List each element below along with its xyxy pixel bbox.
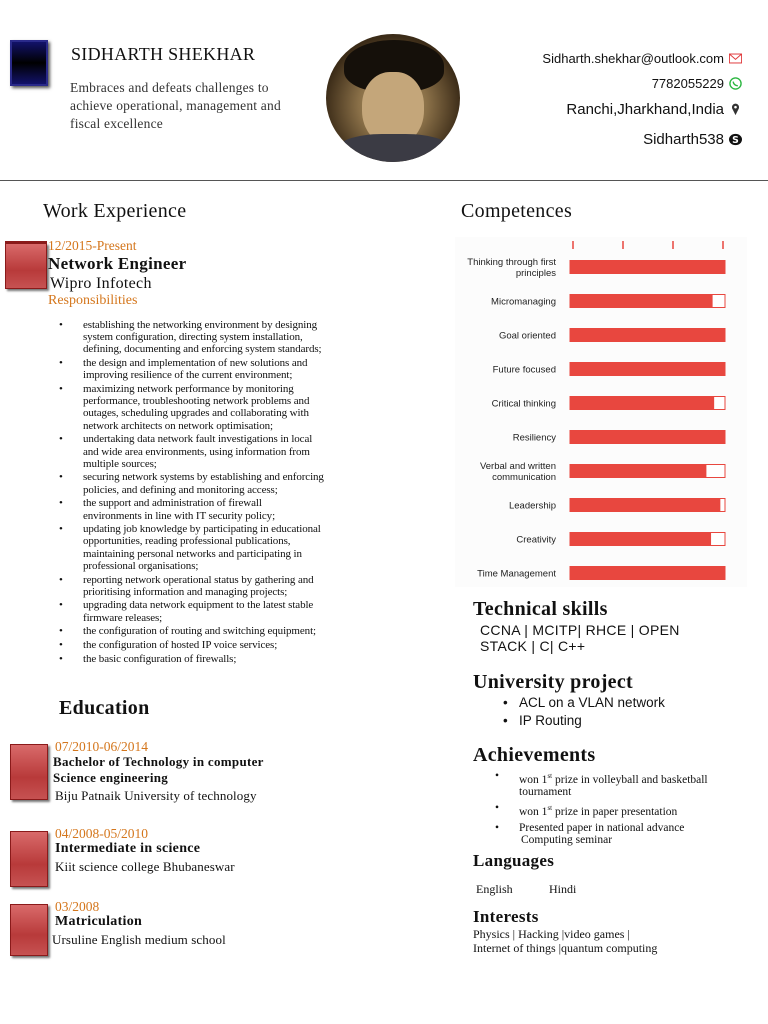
chart-category-label: Future focused (492, 364, 556, 376)
chart-category-label: Resiliency (512, 432, 556, 444)
bullet-line: outages, scheduling upgrades and collaborating with (83, 407, 309, 420)
achievement-text: Computing seminar (521, 833, 613, 846)
technical-skills-heading: Technical skills (473, 598, 608, 620)
achievement-text: won 1 (519, 773, 548, 786)
bullet-line: professional organisations; (83, 559, 199, 572)
chart-category-label: communication (492, 472, 556, 483)
achievement-text: tournament (519, 785, 572, 798)
list-item (59, 319, 399, 356)
achievement-ordinal: st (547, 772, 553, 780)
tagline: Embraces and defeats challenges to achieve operational, management and fiscal excellence (70, 80, 281, 131)
interests-heading: Interests (473, 907, 539, 926)
bullet-line: prioritising information and managing projects; (83, 585, 288, 598)
responsibilities-list (59, 319, 399, 666)
list-item (59, 497, 399, 521)
envelope-icon (729, 52, 742, 65)
bullet-line: • the configuration of hosted IP voice services; (83, 639, 278, 652)
list-item: • IP Routing (473, 712, 665, 730)
chart-bar (570, 363, 725, 376)
list-item (59, 357, 399, 381)
competences-chart-svg (455, 237, 747, 587)
list-item (59, 625, 399, 637)
interests-line: Internet of things |quantum computing (473, 941, 658, 955)
svg-text:S: S (732, 134, 739, 146)
bullet-line: • reporting network operational status by gathering and (83, 573, 314, 586)
job-title: Network Engineer (48, 254, 187, 273)
list-item (59, 653, 399, 665)
education-title: Science engineering (53, 770, 169, 785)
chart-bar (570, 567, 725, 580)
university-project-heading: University project (473, 671, 633, 693)
interests-text (473, 927, 657, 955)
bullet-line: • establishing the networking environment by designing (83, 319, 318, 331)
bullet-line: • maximizing network performance by monitoring (83, 383, 294, 396)
chart-category-label: Thinking through first (467, 257, 556, 268)
contact-phone[interactable] (652, 76, 742, 91)
list-item (59, 639, 399, 651)
achievements-list (473, 770, 763, 850)
achievement-text: prize in volleyball and basketball (552, 773, 708, 786)
contact-location (566, 101, 742, 118)
chart-bar (570, 261, 725, 274)
bullet-line: • the basic configuration of firewalls; (83, 652, 237, 665)
bullet-line: improving resilience of the current environment; (83, 369, 293, 382)
bullet-line: policies, and defining and monitoring access; (83, 483, 278, 496)
bullet-line: environments in line with IT security policy; (83, 509, 276, 522)
education-title: Bachelor of Technology in computer (53, 754, 264, 769)
bullet-line: maintaining personal networks and participating in (83, 547, 302, 560)
bullet-line: • undertaking data network fault investigations in local (83, 433, 313, 446)
timeline-marker-work (5, 243, 47, 289)
technical-skills-line: STACK | C| C++ (480, 638, 586, 654)
chart-category-label: Time Management (477, 568, 556, 580)
achievement-text: Presented paper in national advance (519, 821, 685, 834)
bullet-line: firmware releases; (83, 611, 163, 624)
profile-photo (326, 34, 460, 162)
bullet-line: • the support and administration of firewall (83, 497, 262, 510)
chart-bar (570, 397, 714, 410)
timeline-marker-education (10, 904, 48, 956)
education-school: Kiit science college Bhubaneswar (55, 859, 235, 874)
education-title: Intermediate in science (55, 841, 201, 856)
bullet-line: and wide area environments, using information from (83, 445, 310, 458)
timeline-marker-education (10, 831, 48, 887)
education-heading: Education (59, 697, 150, 719)
language-hindi: Hindi (549, 882, 577, 896)
bullet-line: defining, documenting and enforcing system standards; (83, 343, 322, 356)
bullet-line: performance, troubleshooting network problems and (83, 395, 310, 408)
education-date: 04/2008-05/2010 (55, 826, 148, 841)
skype-icon (729, 133, 742, 146)
achievement-text: won 1 (519, 805, 548, 818)
chart-bar (570, 431, 725, 444)
education-title: Matriculation (55, 914, 143, 929)
chart-bar (570, 329, 725, 342)
list-item (473, 802, 763, 818)
chart-bar (570, 465, 706, 478)
bullet-line: opportunities, reading professional publications, (83, 535, 291, 548)
list-item (59, 383, 399, 432)
email-text[interactable]: Sidharth.shekhar@outlook.com (542, 51, 724, 66)
list-item (59, 471, 399, 495)
education-school: Biju Patnaik University of technology (55, 788, 257, 803)
timeline-marker-education (10, 744, 48, 800)
list-item (59, 433, 399, 470)
achievement-text: prize in paper presentation (552, 805, 678, 818)
languages-heading: Languages (473, 851, 555, 870)
list-item (59, 523, 399, 572)
work-date: 12/2015-Present (48, 238, 137, 253)
interests-line: Physics | Hacking |video games | (473, 927, 630, 941)
list-item (473, 770, 763, 798)
bullet-line: network architects on network optimisation; (83, 419, 273, 432)
bullet-line: • the design and implementation of new solutions and (83, 357, 308, 370)
list-item (59, 574, 399, 598)
chart-category-label: Creativity (516, 534, 556, 546)
education-date: 03/2008 (55, 899, 100, 914)
skype-text[interactable]: Sidharth538 (643, 131, 724, 148)
map-pin-icon (729, 103, 742, 116)
technical-skills-line: CCNA | MCITP| RHCE | OPEN (480, 622, 680, 638)
achievement-ordinal: st (547, 803, 553, 812)
chart-category-label: Leadership (508, 500, 556, 512)
bullet-line: multiple sources; (83, 457, 157, 470)
header-divider (0, 180, 768, 181)
education-date: 07/2010-06/2014 (55, 739, 148, 754)
work-experience-heading: Work Experience (43, 200, 187, 222)
chart-bar (570, 533, 711, 546)
chart-category-label: Goal oriented (498, 330, 556, 342)
whatsapp-icon (729, 77, 742, 90)
corner-decoration (10, 40, 48, 86)
company-name: Wipro Infotech (50, 275, 152, 292)
language-english: English (476, 882, 513, 896)
responsibilities-label: Responsibilities (48, 293, 138, 308)
achievements-heading: Achievements (473, 744, 596, 766)
bullet-line: • upgrading data network equipment to the latest stable (83, 599, 314, 612)
chart-category-label: Micromanaging (491, 296, 556, 308)
technical-skills-text (480, 622, 680, 654)
competences-heading: Competences (461, 200, 573, 222)
list-item (473, 822, 763, 846)
bullet-line: • the configuration of routing and switching equipment; (83, 625, 316, 638)
education-school: Ursuline English medium school (52, 932, 226, 947)
location-text: Ranchi,Jharkhand,India (566, 101, 724, 118)
chart-category-label: Verbal and written (479, 461, 556, 472)
list-item: • ACL on a VLAN network (473, 694, 665, 712)
list-item (59, 599, 399, 623)
phone-text[interactable]: 7782055229 (651, 76, 724, 91)
chart-category-label: Critical thinking (491, 398, 556, 410)
chart-category-label: principles (515, 268, 556, 279)
competences-chart (455, 237, 747, 587)
contact-email[interactable] (542, 51, 742, 66)
candidate-name: SIDHARTH SHEKHAR (71, 44, 256, 64)
university-project-list (473, 694, 665, 730)
bullet-line: system configuration, directing system installation, (83, 331, 303, 344)
contact-skype[interactable] (643, 131, 742, 148)
chart-bar (570, 499, 720, 512)
bullet-line: • updating job knowledge by participating in educational (83, 523, 321, 536)
bullet-line: • securing network systems by establishing and enforcing (83, 471, 324, 484)
chart-bar (570, 295, 713, 308)
